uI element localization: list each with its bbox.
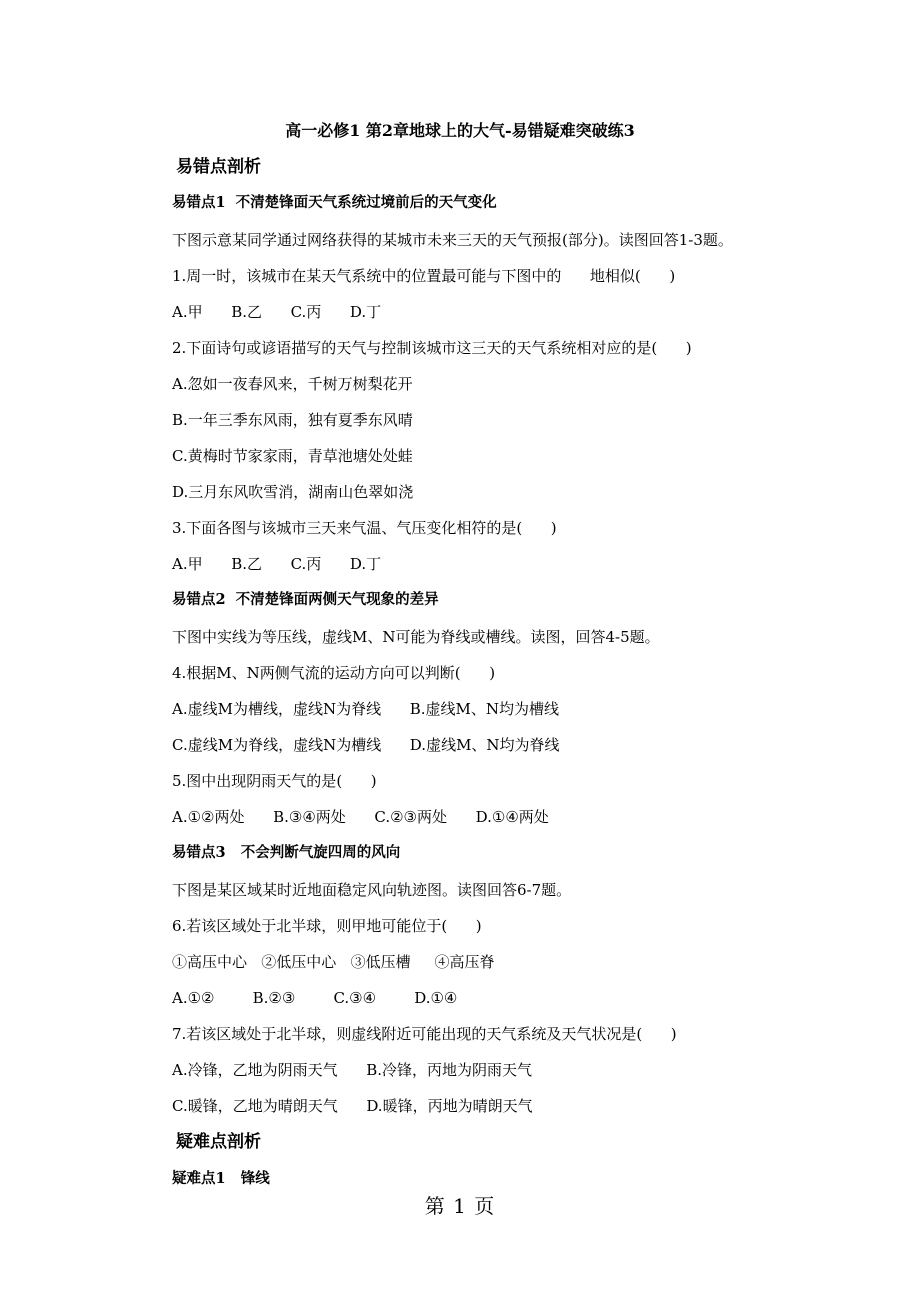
question-4: 4.根据M、N两侧气流的运动方向可以判断( ) — [172, 664, 496, 682]
question-6-options: A.①② B.②③ C.③④ D.①④ — [172, 989, 458, 1007]
question-7: 7.若该区域处于北半球，则虚线附近可能出现的天气系统及天气状况是( ) — [172, 1025, 677, 1043]
error-point-2-heading: 易错点2 不清楚锋面两侧天气现象的差异 — [172, 591, 439, 608]
error-point-3-intro: 下图是某区域某时近地面稳定风向轨迹图。读图回答6-7题。 — [172, 881, 572, 899]
question-2: 2.下面诗句或谚语描写的天气与控制该城市这三天的天气系统相对应的是( ) — [172, 339, 692, 357]
error-point-3-heading: 易错点3 不会判断气旋四周的风向 — [172, 844, 401, 861]
question-2-option-d: D.三月东风吹雪消，湖南山色翠如浇 — [172, 483, 414, 501]
section-heading-errors: 易错点剖析 — [176, 157, 261, 177]
question-2-option-c: C.黄梅时节家家雨，青草池塘处处蛙 — [172, 447, 413, 465]
section-heading-difficulties: 疑难点剖析 — [176, 1132, 261, 1152]
document-title: 高一必修1 第2章地球上的大气-易错疑难突破练3 — [285, 121, 635, 140]
question-3-options: A.甲 B.乙 C.丙 D.丁 — [172, 555, 382, 573]
question-2-option-b: B.一年三季东风雨，独有夏季东风晴 — [172, 411, 413, 429]
error-point-2-intro: 下图中实线为等压线，虚线M、N可能为脊线或槽线。读图，回答4-5题。 — [172, 628, 660, 646]
question-4-options-cd: C.虚线M为脊线，虚线N为槽线 D.虚线M、N均为脊线 — [172, 736, 560, 754]
question-4-options-ab: A.虚线M为槽线，虚线N为脊线 B.虚线M、N均为槽线 — [172, 700, 559, 718]
page-number: 第 1 页 — [424, 1194, 496, 1218]
error-point-1-intro: 下图示意某同学通过网络获得的某城市未来三天的天气预报(部分)。读图回答1-3题。 — [172, 231, 733, 249]
question-3: 3.下面各图与该城市三天来气温、气压变化相符的是( ) — [172, 519, 557, 537]
error-point-1-heading: 易错点1 不清楚锋面天气系统过境前后的天气变化 — [172, 194, 497, 211]
question-2-option-a: A.忽如一夜春风来，千树万树梨花开 — [172, 375, 413, 393]
question-1-options: A.甲 B.乙 C.丙 D.丁 — [172, 303, 382, 321]
question-5-options: A.①②两处 B.③④两处 C.②③两处 D.①④两处 — [172, 808, 549, 826]
question-1: 1.周一时，该城市在某天气系统中的位置最可能与下图中的 地相似( ) — [172, 267, 676, 285]
question-7-options-ab: A.冷锋，乙地为阴雨天气 B.冷锋，丙地为阴雨天气 — [172, 1061, 533, 1079]
question-6: 6.若该区域处于北半球，则甲地可能位于( ) — [172, 917, 482, 935]
question-6-choices: ①高压中心 ②低压中心 ③低压槽 ④高压脊 — [172, 953, 495, 971]
question-7-options-cd: C.暖锋，乙地为晴朗天气 D.暖锋，丙地为晴朗天气 — [172, 1097, 533, 1115]
difficulty-point-1-heading: 疑难点1 锋线 — [172, 1170, 270, 1187]
question-5: 5.图中出现阴雨天气的是( ) — [172, 772, 377, 790]
